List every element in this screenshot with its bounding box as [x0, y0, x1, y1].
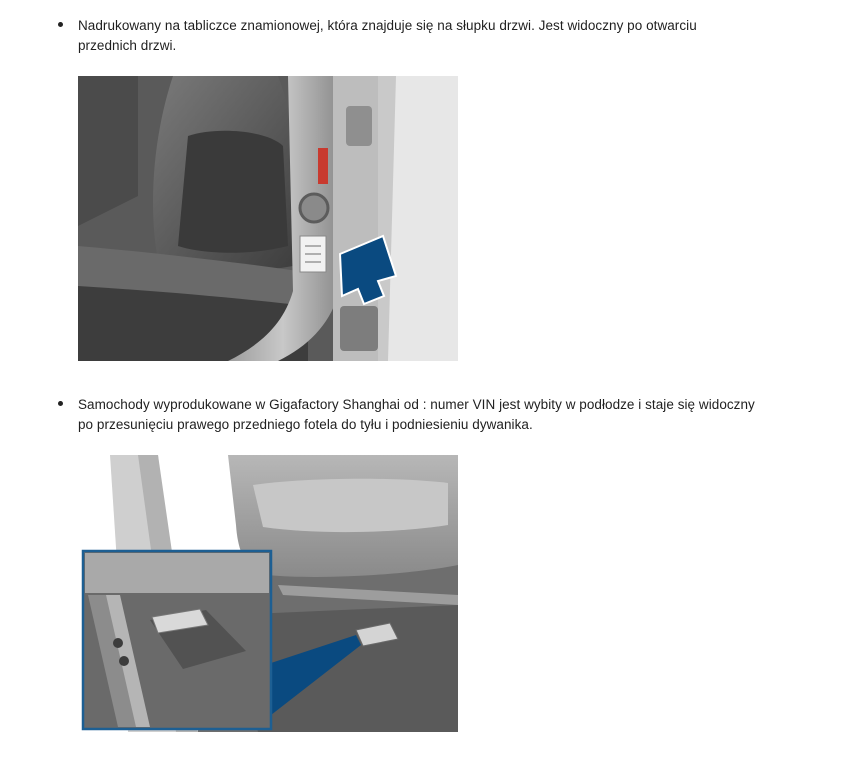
item-text: Samochody wyprodukowane w Gigafactory Shanghai od : numer VIN jest wybity w podłodze i staje się widoczny po przesunięciu prawego przedniego fotela do tyłu i podniesieniu dywanika. — [78, 397, 755, 432]
item-text: Nadrukowany na tabliczce znamionowej, która znajduje się na słupku drzwi. Jest widoczny po otwarciu przednich drzwi. — [78, 18, 697, 53]
bullet-icon — [58, 22, 63, 27]
door-pillar-label-illustration — [78, 76, 458, 361]
bullet-icon — [58, 401, 63, 406]
floor-vin-plate-illustration — [78, 455, 458, 732]
